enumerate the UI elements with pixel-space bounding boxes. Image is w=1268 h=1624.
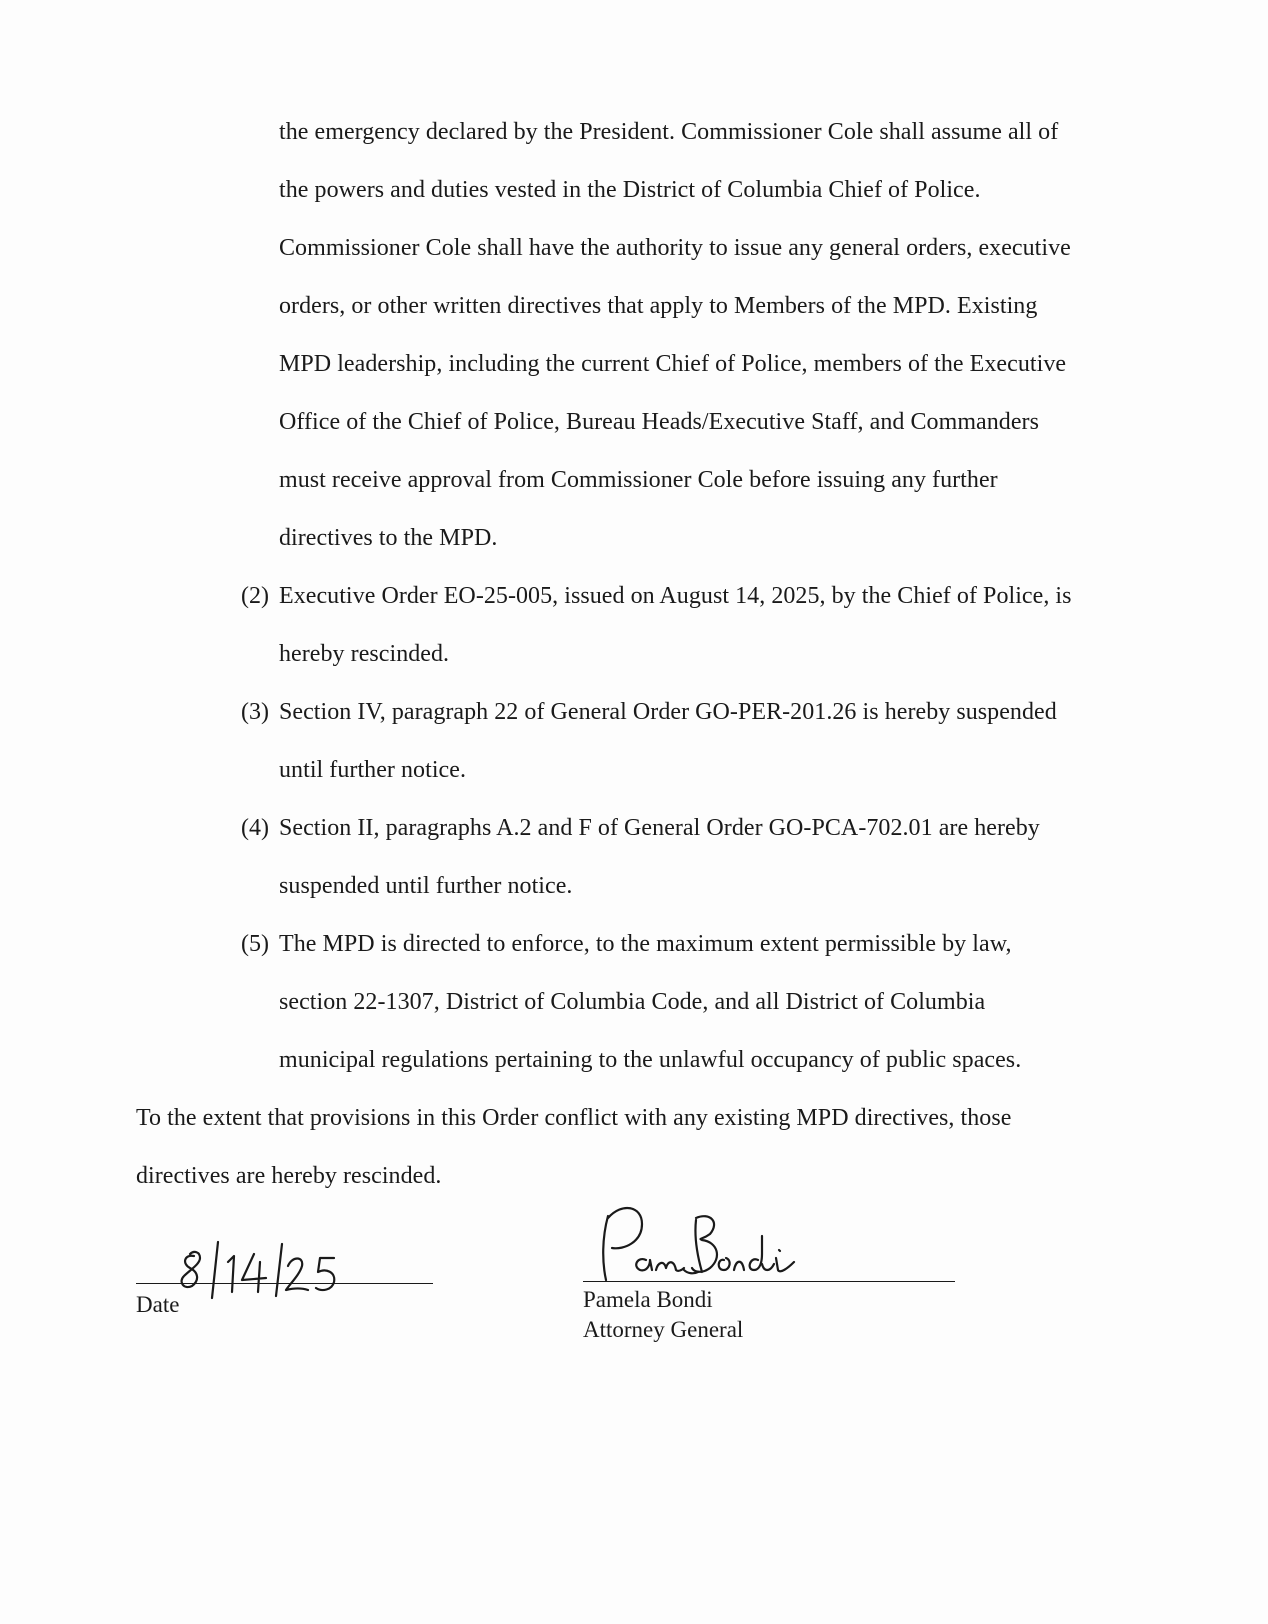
item-line: until further notice. <box>279 757 466 783</box>
paragraph-line: directives are hereby rescinded. <box>136 1163 442 1189</box>
item-line: suspended until further notice. <box>279 873 573 899</box>
item-line: Section IV, paragraph 22 of General Order GO-PER-201.26 is hereby suspended <box>279 699 1057 725</box>
item-number: (2) <box>241 583 269 609</box>
handwritten-signature <box>598 1198 818 1293</box>
paragraph-line: orders, or other written directives that apply to Members of the MPD. Existing <box>279 293 1038 319</box>
item-number: (5) <box>241 931 269 957</box>
item-line: The MPD is directed to enforce, to the maximum extent permissible by law, <box>279 931 1012 957</box>
paragraph-line: Office of the Chief of Police, Bureau Heads/Executive Staff, and Commanders <box>279 409 1039 435</box>
signer-title: Attorney General <box>583 1317 744 1342</box>
item-line: section 22-1307, District of Columbia Code, and all District of Columbia <box>279 989 986 1015</box>
item-number: (3) <box>241 699 269 725</box>
paragraph-line: To the extent that provisions in this Order conflict with any existing MPD directives, those <box>136 1105 1012 1131</box>
signer-signature-line <box>583 1281 955 1282</box>
signer-name: Pamela Bondi <box>583 1287 713 1312</box>
item-line: hereby rescinded. <box>279 641 450 667</box>
item-line: Executive Order EO-25-005, issued on August 14, 2025, by the Chief of Police, is <box>279 583 1072 609</box>
date-signature-line <box>136 1283 433 1284</box>
paragraph-line: directives to the MPD. <box>279 525 498 551</box>
date-label: Date <box>136 1292 180 1317</box>
item-line: municipal regulations pertaining to the unlawful occupancy of public spaces. <box>279 1047 1022 1073</box>
item-line: Section II, paragraphs A.2 and F of General Order GO-PCA-702.01 are hereby <box>279 815 1040 841</box>
paragraph-line: MPD leadership, including the current Chief of Police, members of the Executive <box>279 351 1067 377</box>
handwritten-date <box>170 1240 350 1315</box>
paragraph-line: the powers and duties vested in the District of Columbia Chief of Police. <box>279 177 981 203</box>
paragraph-line: the emergency declared by the President. Commissioner Cole shall assume all of <box>279 119 1059 145</box>
item-number: (4) <box>241 815 269 841</box>
paragraph-line: must receive approval from Commissioner Cole before issuing any further <box>279 467 998 493</box>
paragraph-line: Commissioner Cole shall have the authority to issue any general orders, executive <box>279 235 1071 261</box>
